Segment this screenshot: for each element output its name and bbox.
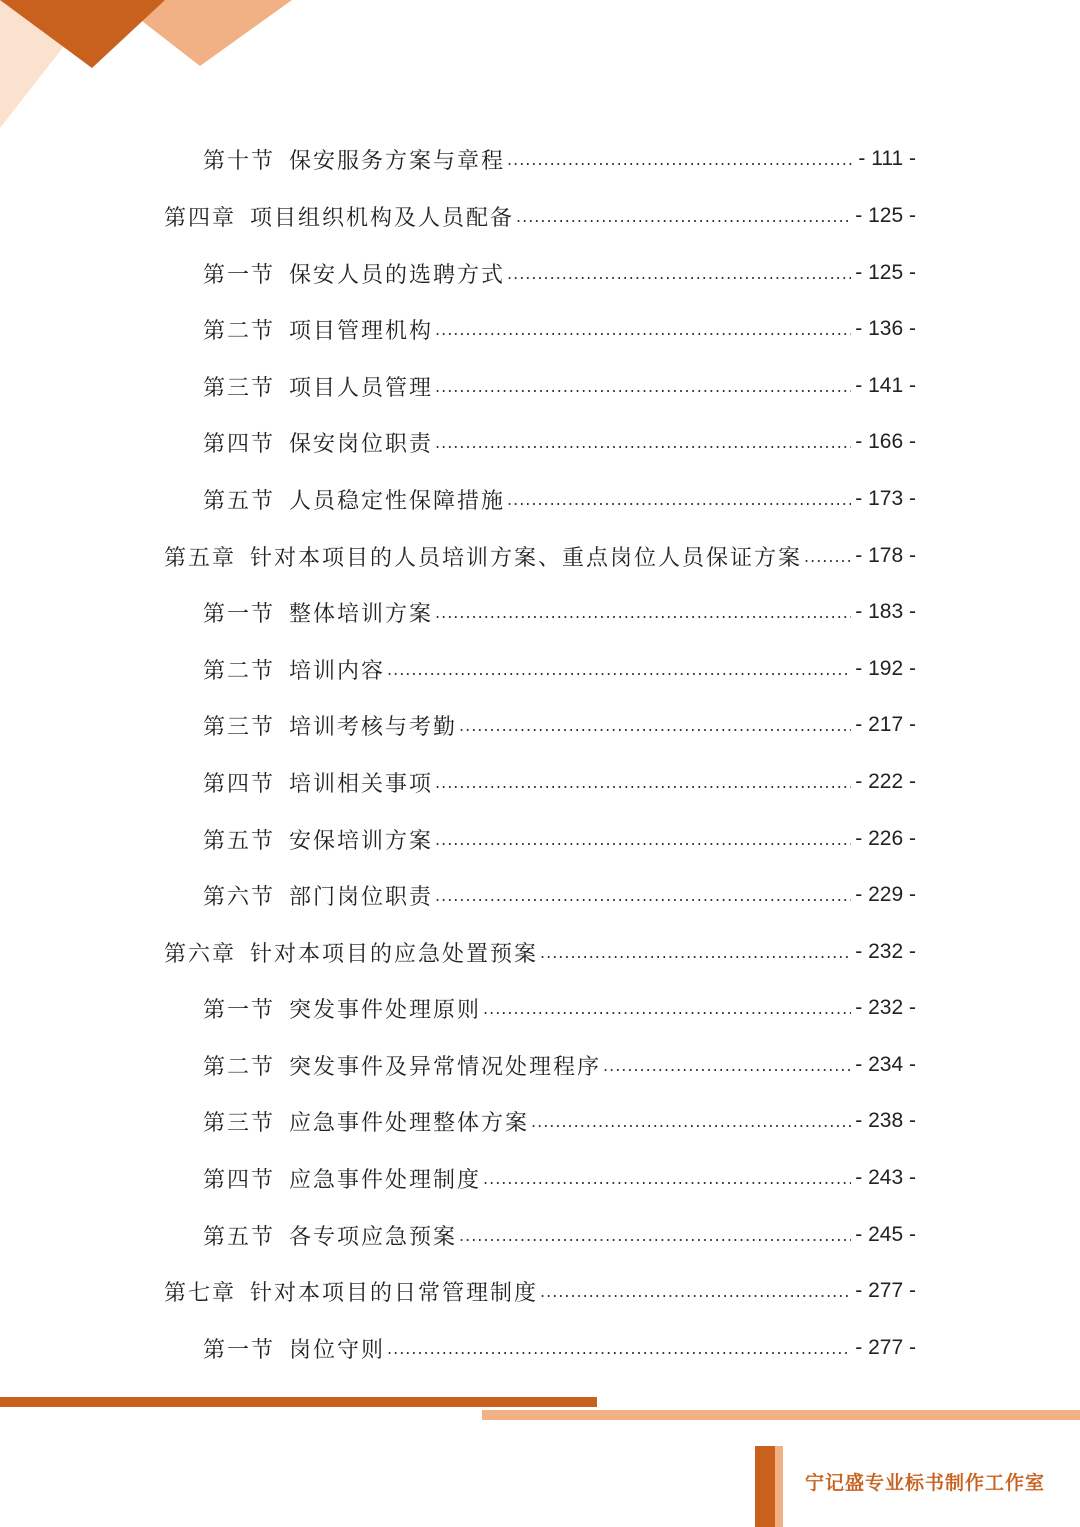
toc-entry-number: 第一节 <box>203 1337 276 1363</box>
toc-entry-title: 培训内容 <box>289 658 386 684</box>
toc-entry[interactable] <box>203 309 916 349</box>
toc-dot-leader <box>540 943 851 962</box>
toc-dot-leader <box>540 1282 851 1301</box>
brand-block-light <box>775 1446 783 1527</box>
corner-decoration <box>0 0 300 130</box>
toc-dot-leader <box>507 264 851 283</box>
toc-entry-title: 突发事件处理原则 <box>289 997 482 1023</box>
toc-entry-page: - 178 - <box>855 544 916 567</box>
toc-entry-title: 部门岗位职责 <box>289 884 434 910</box>
toc-entry-page: - 222 - <box>855 770 916 793</box>
toc-entry[interactable] <box>164 1271 916 1311</box>
toc-entry-number: 第四章 <box>164 205 237 231</box>
toc-entry-number: 第一节 <box>203 601 276 627</box>
toc-entry-number: 第三节 <box>203 714 276 740</box>
toc-entry-number: 第十节 <box>203 148 276 174</box>
toc-entry-number: 第四节 <box>203 431 276 457</box>
toc-entry-number: 第六章 <box>164 941 237 967</box>
toc-entry-number: 第一节 <box>203 997 276 1023</box>
toc-entry[interactable] <box>203 1328 916 1368</box>
toc-dot-leader <box>804 547 851 566</box>
toc-entry[interactable] <box>203 705 916 745</box>
toc-entry-number: 第四节 <box>203 771 276 797</box>
toc-entry-page: - 141 - <box>855 374 916 397</box>
toc-entry-page: - 192 - <box>855 657 916 680</box>
toc-entry-page: - 277 - <box>855 1279 916 1302</box>
toc-entry[interactable] <box>203 762 916 802</box>
toc-entry-number: 第五节 <box>203 488 276 514</box>
toc-entry-page: - 238 - <box>855 1109 916 1132</box>
toc-entry-number: 第二节 <box>203 658 276 684</box>
toc-entry[interactable] <box>203 422 916 462</box>
toc-dot-leader <box>435 433 851 452</box>
toc-entry-number: 第五节 <box>203 1224 276 1250</box>
toc-entry-title: 项目组织机构及人员配备 <box>250 205 515 231</box>
toc-entry-number: 第二节 <box>203 1054 276 1080</box>
toc-entry[interactable] <box>164 536 916 576</box>
footer-bar-light <box>482 1410 1080 1420</box>
toc-entry[interactable] <box>203 988 916 1028</box>
toc-entry-title: 各专项应急预案 <box>289 1224 458 1250</box>
toc-entry-number: 第二节 <box>203 318 276 344</box>
toc-entry-number: 第六节 <box>203 884 276 910</box>
toc-dot-leader <box>435 886 851 905</box>
toc-entry[interactable] <box>203 592 916 632</box>
footer-bar-dark <box>0 1397 597 1407</box>
toc-dot-leader <box>507 150 854 169</box>
toc-dot-leader <box>387 1339 851 1358</box>
toc-entry-number: 第五章 <box>164 545 237 571</box>
toc-entry-number: 第七章 <box>164 1280 237 1306</box>
toc-entry[interactable] <box>203 1158 916 1198</box>
toc-entry-page: - 111 - <box>858 147 916 170</box>
toc-entry-title: 整体培训方案 <box>289 601 434 627</box>
toc-entry-title: 针对本项目的应急处置预案 <box>250 941 539 967</box>
toc-entry[interactable] <box>203 1045 916 1085</box>
toc-entry-title: 安保培训方案 <box>289 828 434 854</box>
toc-entry[interactable] <box>164 196 916 236</box>
toc-dot-leader <box>435 773 851 792</box>
toc-entry-number: 第一节 <box>203 262 276 288</box>
toc-dot-leader <box>387 660 851 679</box>
toc-dot-leader <box>483 1169 851 1188</box>
toc-dot-leader <box>435 603 851 622</box>
toc-entry-title: 应急事件处理制度 <box>289 1167 482 1193</box>
toc-dot-leader <box>483 999 851 1018</box>
toc-entry-number: 第三节 <box>203 375 276 401</box>
toc-entry-title: 针对本项目的日常管理制度 <box>250 1280 539 1306</box>
toc-entry-title: 人员稳定性保障措施 <box>289 488 506 514</box>
toc-dot-leader <box>459 716 851 735</box>
toc-entry[interactable] <box>203 479 916 519</box>
toc-entry[interactable] <box>203 253 916 293</box>
toc-entry[interactable] <box>203 819 916 859</box>
toc-entry-page: - 245 - <box>855 1223 916 1246</box>
toc-entry-title: 岗位守则 <box>289 1337 386 1363</box>
toc-entry-page: - 125 - <box>855 261 916 284</box>
toc-entry-page: - 226 - <box>855 827 916 850</box>
toc-entry-number: 第三节 <box>203 1110 276 1136</box>
toc-entry-page: - 232 - <box>855 996 916 1019</box>
brand-name: 宁记盛专业标书制作工作室 <box>805 1472 1046 1494</box>
toc-entry[interactable] <box>203 875 916 915</box>
toc-dot-leader <box>435 320 851 339</box>
toc-entry-page: - 166 - <box>855 430 916 453</box>
toc-entry-number: 第五节 <box>203 828 276 854</box>
toc-entry-page: - 125 - <box>855 204 916 227</box>
toc-entry-title: 突发事件及异常情况处理程序 <box>289 1054 602 1080</box>
toc-entry[interactable] <box>203 139 916 179</box>
toc-entry-title: 针对本项目的人员培训方案、重点岗位人员保证方案 <box>250 545 803 571</box>
toc-entry-page: - 217 - <box>855 713 916 736</box>
toc-entry-page: - 234 - <box>855 1053 916 1076</box>
toc-entry-title: 项目人员管理 <box>289 375 434 401</box>
toc-dot-leader <box>603 1056 851 1075</box>
toc-entry-title: 保安岗位职责 <box>289 431 434 457</box>
toc-entry[interactable] <box>203 366 916 406</box>
toc-dot-leader <box>435 377 851 396</box>
toc-entry-title: 保安服务方案与章程 <box>289 148 506 174</box>
toc-dot-leader <box>516 207 851 226</box>
toc-entry[interactable] <box>203 649 916 689</box>
toc-entry-title: 应急事件处理整体方案 <box>289 1110 530 1136</box>
toc-entry-page: - 232 - <box>855 940 916 963</box>
toc-entry-page: - 243 - <box>855 1166 916 1189</box>
toc-entry-title: 培训相关事项 <box>289 771 434 797</box>
toc-entry-number: 第四节 <box>203 1167 276 1193</box>
toc-entry[interactable] <box>203 1215 916 1255</box>
toc-dot-leader <box>459 1226 851 1245</box>
toc-entry-title: 项目管理机构 <box>289 318 434 344</box>
toc-dot-leader <box>507 490 851 509</box>
toc-entry-page: - 136 - <box>855 317 916 340</box>
toc-entry[interactable] <box>164 932 916 972</box>
toc-entry-page: - 173 - <box>855 487 916 510</box>
toc-entry-page: - 183 - <box>855 600 916 623</box>
toc-dot-leader <box>435 830 851 849</box>
toc-entry-title: 培训考核与考勤 <box>289 714 458 740</box>
brand-block-dark <box>755 1446 775 1527</box>
toc-entry-title: 保安人员的选聘方式 <box>289 262 506 288</box>
toc-entry-page: - 229 - <box>855 883 916 906</box>
toc-entry-page: - 277 - <box>855 1336 916 1359</box>
toc-dot-leader <box>531 1112 851 1131</box>
toc-entry[interactable] <box>203 1101 916 1141</box>
